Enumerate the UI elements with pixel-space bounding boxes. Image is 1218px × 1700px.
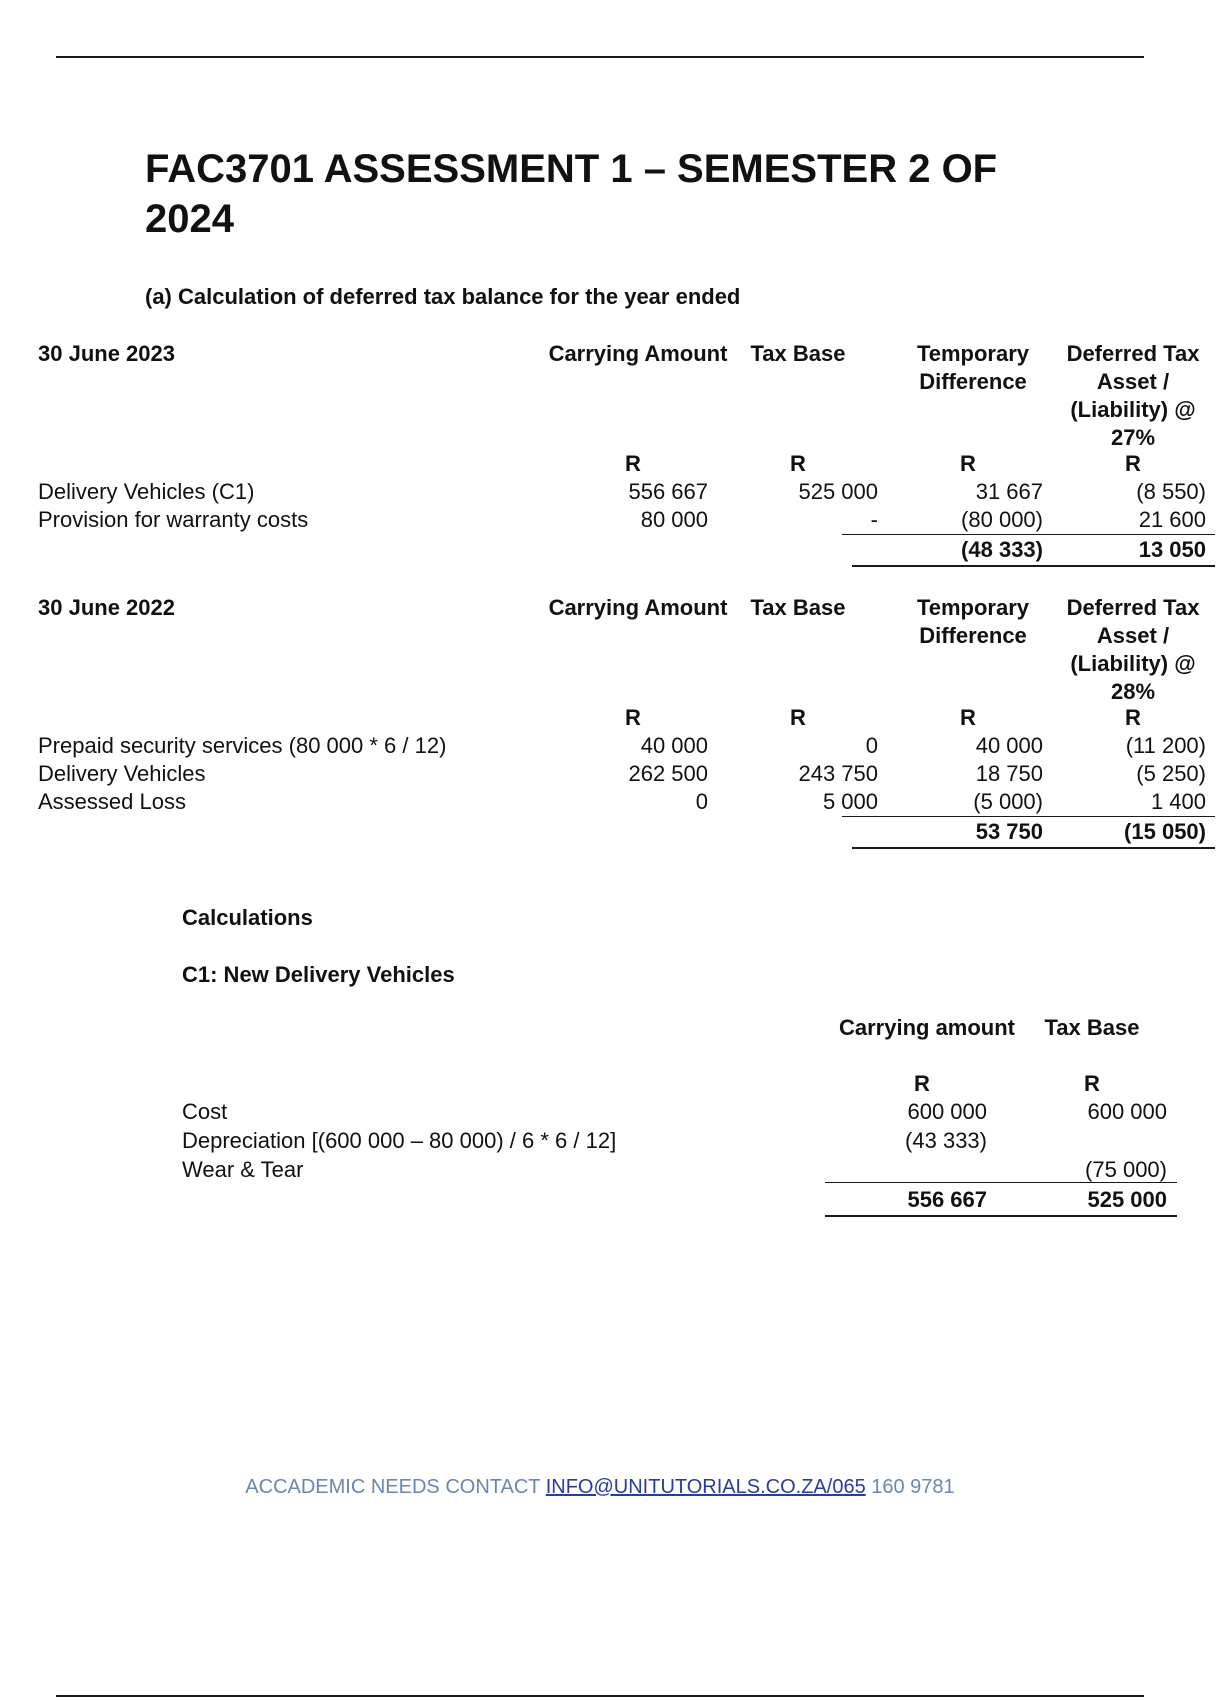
header-tax-base: Tax Base: [1044, 1015, 1140, 1040]
header-deferred-tax: Deferred Tax Asset / (Liability) @ 27%: [1066, 341, 1200, 450]
total-deferred-tax: 13 050: [1138, 537, 1206, 562]
row-label: Prepaid security services (80 000 * 6 / 12): [38, 733, 447, 758]
taxbase-value: 243 750: [798, 761, 878, 786]
carrying-value: 600 000: [907, 1099, 987, 1124]
currency-label: R: [1125, 451, 1141, 476]
total-rule: [825, 1215, 1177, 1217]
table-row: [38, 732, 1206, 760]
table-row: [38, 478, 1206, 506]
carrying-value: 0: [695, 789, 708, 814]
total-rule: [852, 847, 1215, 849]
header-carrying-amount: Carrying amount: [838, 1015, 1016, 1040]
row-label: Provision for warranty costs: [38, 507, 309, 532]
header-tax-base: Tax Base: [750, 341, 846, 366]
subtotal-rule: [825, 1182, 1177, 1183]
row-label: Cost: [182, 1099, 228, 1124]
deferred-tax-value: 1 400: [1150, 789, 1206, 814]
table-date: 30 June 2023: [38, 341, 175, 366]
total-rule: [852, 565, 1215, 567]
row-label: Depreciation [(600 000 – 80 000) / 6 * 6 / 12]: [182, 1128, 617, 1153]
footer-phone: 160 9781: [865, 1476, 955, 1498]
section-subtitle: (a) Calculation of deferred tax balance for the year ended: [145, 284, 741, 309]
temp-diff-value: (5 000): [973, 789, 1043, 814]
header-temporary-difference: Temporary Difference: [916, 595, 1030, 648]
total-temp-diff: 53 750: [975, 819, 1043, 844]
bottom-rule: [56, 1695, 1144, 1697]
total-temp-diff: (48 333): [961, 537, 1043, 562]
row-label: Delivery Vehicles: [38, 761, 206, 786]
total-taxbase: 525 000: [1087, 1187, 1167, 1212]
c1-heading: C1: New Delivery Vehicles: [182, 962, 455, 987]
table-row: [38, 788, 1206, 816]
currency-label: R: [1084, 1071, 1100, 1096]
deferred-tax-value: (8 550): [1136, 479, 1206, 504]
currency-label: R: [1125, 705, 1141, 730]
taxbase-value: (75 000): [1085, 1157, 1167, 1182]
subtotal-rule: [842, 816, 1215, 817]
carrying-value: 556 667: [628, 479, 708, 504]
header-carrying-amount: Carrying Amount: [548, 341, 728, 366]
header-temporary-difference: Temporary Difference: [916, 341, 1030, 394]
deferred-tax-value: (11 200): [1125, 733, 1206, 758]
top-rule: [56, 56, 1144, 58]
temp-diff-value: 31 667: [975, 479, 1043, 504]
deferred-tax-value: 21 600: [1138, 507, 1206, 532]
carrying-value: 40 000: [640, 733, 708, 758]
currency-label: R: [790, 451, 806, 476]
table-row: [38, 506, 1206, 534]
currency-label: R: [625, 451, 641, 476]
document-title: FAC3701 ASSESSMENT 1 – SEMESTER 2 OF 2024: [145, 147, 998, 241]
temp-diff-value: (80 000): [961, 507, 1043, 532]
currency-label: R: [914, 1071, 930, 1096]
row-label: Wear & Tear: [182, 1157, 304, 1182]
taxbase-value: 600 000: [1087, 1099, 1167, 1124]
row-label: Assessed Loss: [38, 789, 186, 814]
taxbase-value: 525 000: [798, 479, 878, 504]
total-row: [38, 536, 1206, 564]
calculations-heading: Calculations: [182, 905, 313, 930]
temp-diff-value: 40 000: [975, 733, 1043, 758]
taxbase-value: 0: [865, 733, 878, 758]
currency-row: [38, 704, 1178, 732]
taxbase-value: 5 000: [822, 789, 878, 814]
deferred-tax-value: (5 250): [1136, 761, 1206, 786]
contact-footer: [0, 1476, 1200, 1499]
header-carrying-amount: Carrying Amount: [548, 595, 728, 620]
currency-label: R: [960, 451, 976, 476]
row-label: Delivery Vehicles (C1): [38, 479, 255, 504]
carrying-value: 262 500: [628, 761, 708, 786]
currency-label: R: [960, 705, 976, 730]
carrying-value: 80 000: [640, 507, 708, 532]
table-date: 30 June 2022: [38, 595, 175, 620]
total-deferred-tax: (15 050): [1124, 819, 1206, 844]
table-row: [38, 760, 1206, 788]
currency-label: R: [625, 705, 641, 730]
contact-email-link[interactable]: INFO@UNITUTORIALS.CO.ZA/065: [545, 1476, 866, 1498]
footer-text: ACCADEMIC NEEDS CONTACT: [245, 1476, 546, 1498]
subtotal-rule: [842, 534, 1215, 535]
header-tax-base: Tax Base: [750, 595, 846, 620]
taxbase-value: -: [870, 507, 878, 532]
header-deferred-tax: Deferred Tax Asset / (Liability) @ 28%: [1066, 595, 1200, 704]
currency-row: [38, 450, 1178, 478]
total-carrying: 556 667: [907, 1187, 987, 1212]
total-row: [38, 818, 1206, 846]
carrying-value: (43 333): [905, 1128, 987, 1153]
currency-label: R: [790, 705, 806, 730]
temp-diff-value: 18 750: [975, 761, 1043, 786]
